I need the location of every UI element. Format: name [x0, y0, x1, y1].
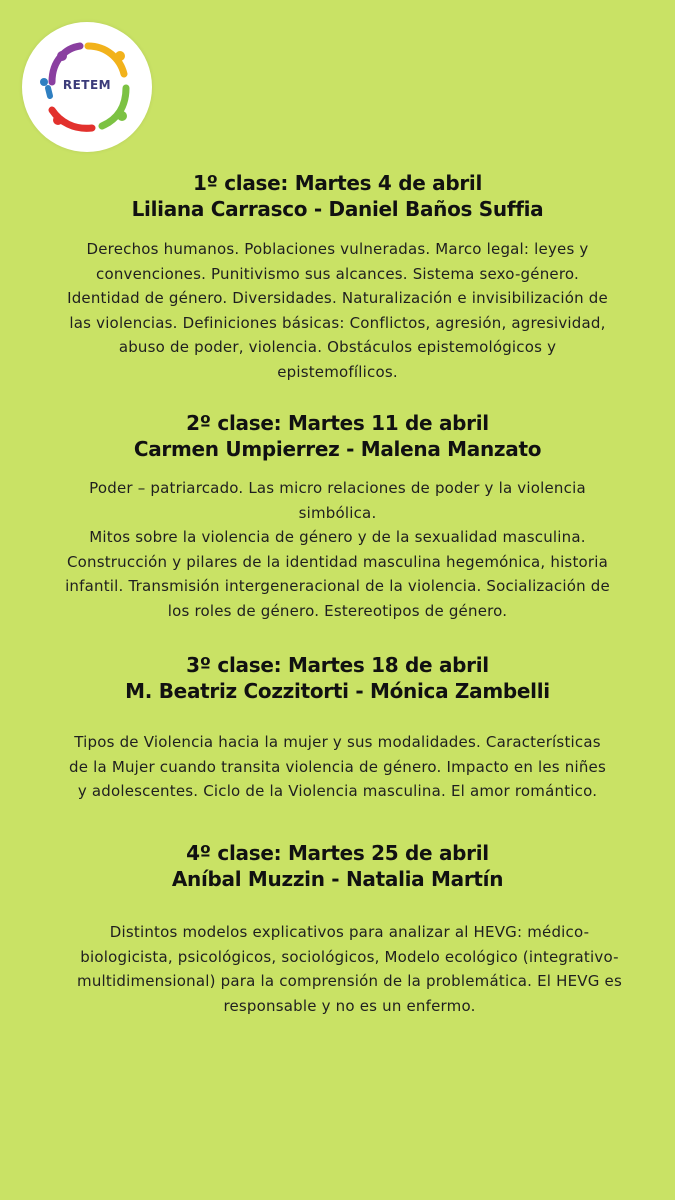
description-line: los roles de género. Estereotipos de género. — [167, 601, 508, 620]
class-speakers: Liliana Carrasco - Daniel Baños Suffia — [131, 197, 544, 221]
description-line: epistemofílicos. — [277, 362, 398, 381]
description-line: y adolescentes. Ciclo de la Violencia masculina. El amor romántico. — [77, 782, 598, 800]
class-title: 3º clase: Martes 18 de abril — [186, 653, 489, 677]
description-line: Mitos sobre la violencia de género y de la sexualidad masculina. — [89, 528, 586, 546]
class-description — [0, 476, 675, 623]
description-line: biologicista, psicológicos, sociológicos, Modelo ecológico (integrativo- — [80, 947, 619, 966]
class-title: 1º clase: Martes 4 de abril — [192, 171, 483, 195]
class-section-1 — [0, 170, 675, 384]
description-line: abuso de poder, violencia. Obstáculos epistemológicos y — [118, 338, 557, 356]
class-section-3 — [0, 652, 675, 804]
class-speakers: Carmen Umpierrez - Malena Manzato — [133, 437, 542, 461]
class-description — [0, 237, 675, 384]
class-title: 4º clase: Martes 25 de abril — [186, 841, 489, 865]
description-line: convenciones. Punitivismo sus alcances. Sistema sexo-género. — [96, 264, 579, 283]
description-line: Distintos modelos explicativos para analizar al HEVG: médico- — [109, 923, 590, 941]
class-section-4 — [0, 840, 675, 1018]
logo-text: RETEM — [62, 78, 112, 92]
description-line: Poder – patriarcado. Las micro relaciones de poder y la violencia — [89, 479, 586, 497]
description-line: Identidad de género. Diversidades. Naturalización e invisibilización de — [67, 289, 608, 307]
description-line: infantil. Transmisión intergeneracional de la violencia. Socialización de — [65, 577, 610, 595]
class-description — [0, 730, 675, 804]
description-line: Construcción y pilares de la identidad masculina hegemónica, historia — [66, 552, 609, 571]
description-line: las violencias. Definiciones básicas: Conflictos, agresión, agresividad, — [69, 313, 606, 332]
class-speakers: Aníbal Muzzin - Natalia Martín — [171, 867, 504, 891]
description-line: de la Mujer cuando transita violencia de género. Impacto en les niñes — [68, 757, 607, 776]
description-line: Tipos de Violencia hacia la mujer y sus modalidades. Características — [74, 733, 601, 751]
description-line: multidimensional) para la comprensión de la problemática. El HEVG es — [77, 972, 622, 990]
class-title: 2º clase: Martes 11 de abril — [186, 411, 489, 435]
retem-logo — [22, 22, 152, 152]
description-line: Derechos humanos. Poblaciones vulneradas. Marco legal: leyes y — [86, 240, 589, 258]
description-line: simbólica. — [298, 503, 377, 522]
class-speakers: M. Beatriz Cozzitorti - Mónica Zambelli — [125, 679, 550, 703]
description-line: responsable y no es un enfermo. — [223, 996, 476, 1015]
class-section-2 — [0, 410, 675, 623]
class-description — [0, 920, 675, 1018]
